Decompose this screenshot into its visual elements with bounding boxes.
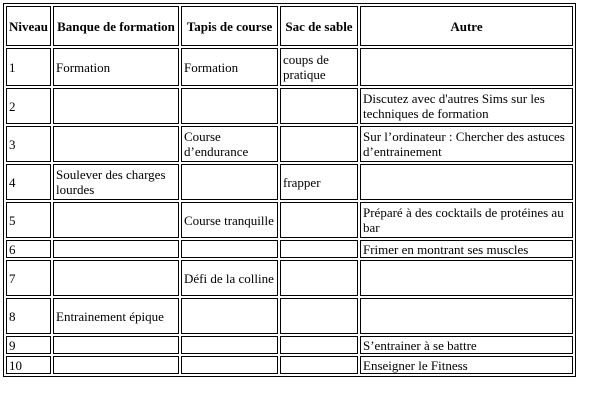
cell-sac: coups de pratique xyxy=(280,48,358,86)
table-row xyxy=(6,260,573,296)
cell-banque xyxy=(53,88,179,124)
cell-autre xyxy=(360,298,573,334)
cell-banque xyxy=(53,260,179,296)
cell-banque xyxy=(53,356,179,374)
cell-sac xyxy=(280,336,358,354)
header-niveau: Niveau xyxy=(6,6,51,46)
cell-tapis: Course d’endurance xyxy=(181,126,278,162)
cell-banque xyxy=(53,126,179,162)
cell-tapis xyxy=(181,356,278,374)
table-row xyxy=(6,88,573,124)
table-row xyxy=(6,48,573,86)
cell-autre xyxy=(360,48,573,86)
table-row xyxy=(6,336,573,354)
cell-autre: Discutez avec d'autres Sims sur les techniques de formation xyxy=(360,88,573,124)
header-row xyxy=(6,6,573,46)
cell-banque xyxy=(53,202,179,238)
cell-autre xyxy=(360,260,573,296)
table-row xyxy=(6,298,573,334)
cell-sac xyxy=(280,202,358,238)
cell-tapis: Formation xyxy=(181,48,278,86)
header-banque-formation: Banque de formation xyxy=(53,6,179,46)
header-autre: Autre xyxy=(360,6,573,46)
cell-niveau: 7 xyxy=(6,260,51,296)
cell-banque xyxy=(53,336,179,354)
cell-autre: Préparé à des cocktails de protéines au bar xyxy=(360,202,573,238)
cell-niveau: 1 xyxy=(6,48,51,86)
cell-tapis xyxy=(181,164,278,200)
cell-banque: Soulever des charges lourdes xyxy=(53,164,179,200)
cell-autre: Sur l’ordinateur : Chercher des astuces d’entrainement xyxy=(360,126,573,162)
cell-banque: Entrainement épique xyxy=(53,298,179,334)
cell-autre: S’entrainer à se battre xyxy=(360,336,573,354)
cell-sac xyxy=(280,126,358,162)
header-sac-sable: Sac de sable xyxy=(280,6,358,46)
cell-tapis xyxy=(181,240,278,258)
cell-tapis: Course tranquille xyxy=(181,202,278,238)
cell-niveau: 4 xyxy=(6,164,51,200)
cell-niveau: 10 xyxy=(6,356,51,374)
table-row xyxy=(6,126,573,162)
career-skills-table xyxy=(3,3,576,377)
cell-sac xyxy=(280,88,358,124)
cell-tapis: Défi de la colline xyxy=(181,260,278,296)
cell-sac: frapper xyxy=(280,164,358,200)
table-row xyxy=(6,164,573,200)
table-row xyxy=(6,356,573,374)
cell-tapis xyxy=(181,88,278,124)
cell-banque: Formation xyxy=(53,48,179,86)
cell-niveau: 2 xyxy=(6,88,51,124)
cell-tapis xyxy=(181,336,278,354)
cell-sac xyxy=(280,356,358,374)
cell-autre: Frimer en montrant ses muscles xyxy=(360,240,573,258)
cell-sac xyxy=(280,240,358,258)
cell-niveau: 3 xyxy=(6,126,51,162)
header-tapis-course: Tapis de course xyxy=(181,6,278,46)
cell-sac xyxy=(280,298,358,334)
cell-banque xyxy=(53,240,179,258)
cell-tapis xyxy=(181,298,278,334)
cell-niveau: 8 xyxy=(6,298,51,334)
cell-niveau: 6 xyxy=(6,240,51,258)
cell-niveau: 9 xyxy=(6,336,51,354)
cell-sac xyxy=(280,260,358,296)
table-row xyxy=(6,202,573,238)
cell-autre xyxy=(360,164,573,200)
table-row xyxy=(6,240,573,258)
cell-niveau: 5 xyxy=(6,202,51,238)
cell-autre: Enseigner le Fitness xyxy=(360,356,573,374)
